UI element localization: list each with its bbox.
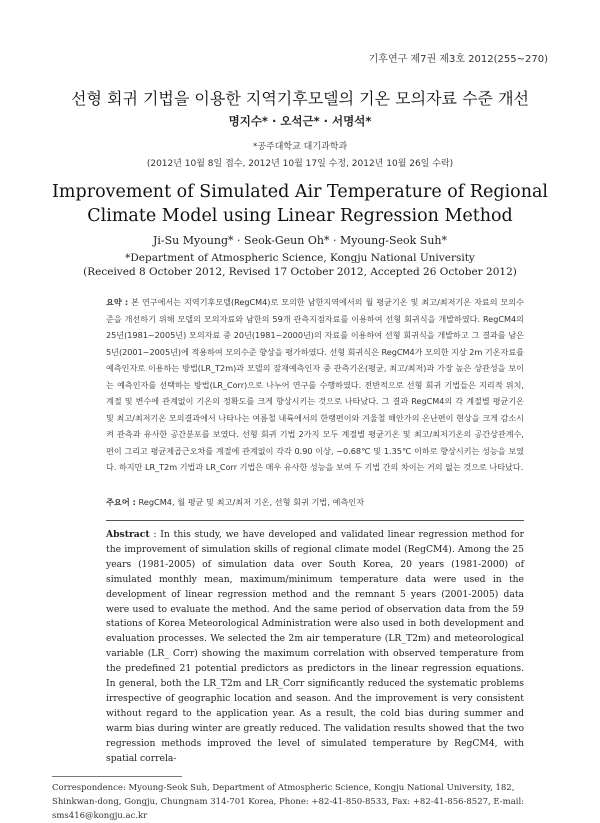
korean-affiliation: *공주대학교 대기과학과	[252, 142, 348, 152]
running-header: 기후연구 제7권 제3호 2012(255~270)	[368, 54, 548, 65]
korean-abstract	[106, 294, 524, 476]
korean-keywords	[106, 495, 524, 509]
korean-abstract-label: 요약 :	[106, 297, 129, 307]
korean-title: 선형 회귀 기법을 이용한 지역기후모델의 기온 모의자료 수준 개선	[70, 89, 529, 108]
correspondence-footnote: Correspondence: Myoung-Seok Suh, Department of Atmospheric Science, Kongju National University, 182, Shinkwan-dong, Gongju, Chungnam 314-701 Korea, Phone: +82-41-850-8533, Fax: +82-41-856-8527, E-mail: sms416@kongju.ac.kr	[52, 783, 525, 821]
korean-keywords-text: RegCM4, 월 평균 및 최고/최저 기온, 선형 회귀 기법, 예측인자	[135, 497, 365, 507]
korean-dates: (2012년 10월 8일 접수, 2012년 10월 17일 수정, 2012년 10월 26일 수락)	[146, 159, 454, 169]
korean-authors: 명지수* · 오석근* · 서명석*	[228, 114, 372, 128]
english-affiliation: *Department of Atmospheric Science, Kongju National University	[125, 252, 475, 264]
footnote-divider	[52, 776, 182, 777]
korean-keywords-label: 주요어 :	[106, 497, 136, 507]
english-abstract	[106, 528, 524, 767]
abstract-divider	[106, 520, 524, 521]
english-abstract-text: : In this study, we have developed and validated linear regression method for the improvement of simulation skills of regional climate model (RegCM4). Among the 25 years (1981-2005) of simulation data over South Korea, 20 years (1981-2000) of simulated monthly mean, maximum/minimum temperature data were used in the development of linear regression method and the remnant 5 years (2001-2005) data were used to evaluate the method. And the same period of observation data from the 59 stations of Korea Meteorological Administration were also used in both development and evaluation processes. We selected the 2m air temperature (LR_T2m) and meteorological variable (LR_ Corr) showing the maximum correlation with observed temperature from the predefined 21 potential predictors as predictors in the linear regression equations. In general, both the LR_T2m and LR_Corr significantly reduced the systematic problems irrespective of geographic location and season. And the improvement is very consistent without regard to the application year. As a result, the cold bias during summer and warm bias during winter are greatly reduced. The validation results showed that the two regression methods improved the level of simulated temperature by RegCM4, with spatial correla-	[106, 529, 524, 764]
english-authors: Ji-Su Myoung* · Seok-Geun Oh* · Myoung-Seok Suh*	[152, 234, 448, 247]
english-abstract-label: Abstract	[106, 529, 150, 540]
english-dates: (Received 8 October 2012, Revised 17 October 2012, Accepted 26 October 2012)	[83, 266, 517, 278]
english-title: Improvement of Simulated Air Temperature of Regional Climate Model using Linear Regression Method	[52, 182, 548, 226]
korean-abstract-text: 본 연구에서는 지역기후모델(RegCM4)로 모의한 남한지역에서의 월 평균기온 및 최고/최저기온 자료의 모의수준을 개선하기 위해 모델의 모의자료와 남한의 59개 관측지점자료를 이용하여 선형 회귀식을 개발하였다. RegCM4의 25년(1981~2005년) 모의자료 중 20년(1981~2000년)의 자료를 이용하여 선형 회귀식을 개발하고 그 결과를 남은 5년(2001~2005년)에 적용하여 모의수준 향상을 평가하였다. 선형 회귀식은 RegCM4가 모의한 지상 2m 기온자료를 예측인자로 이용하는 방법(LR_T2m)과 모델의 잠재예측인자 중 관측기온(평균, 최고/최저)과 가장 높은 상관성을 보이는 예측인자를 선택하는 방법(LR_Corr)으로 나누어 연구를 수행하였다. 전반적으로 선형 회귀 기법들은 지리적 위치, 계절 및 변수에 관계없이 기온의 정확도를 크게 향상시키는 것으로 나타났다. 그 결과 RegCM4의 각 계절별 평균기온 및 최고/최저기온 모의결과에서 나타나는 여름철 내륙에서의 한랭편이와 겨울철 해안가의 온난편이 현상을 크게 감소시켜 관측과 유사한 공간분포를 보였다. 선형 회귀 기법 2가지 모두 계절별 평균기온 및 최고/최저기온의 공간상관계수, 편이 그리고 평균제곱근오차를 계절에 관계없이 각각 0.90 이상, −0.68℃ 및 1.35℃ 이하로 향상시키는 성능을 보였다. 하지만 LR_T2m 기법과 LR_Corr 기법은 매우 유사한 성능을 보여 두 기법 간의 차이는 거의 없는 것으로 나타났다.	[106, 297, 524, 472]
